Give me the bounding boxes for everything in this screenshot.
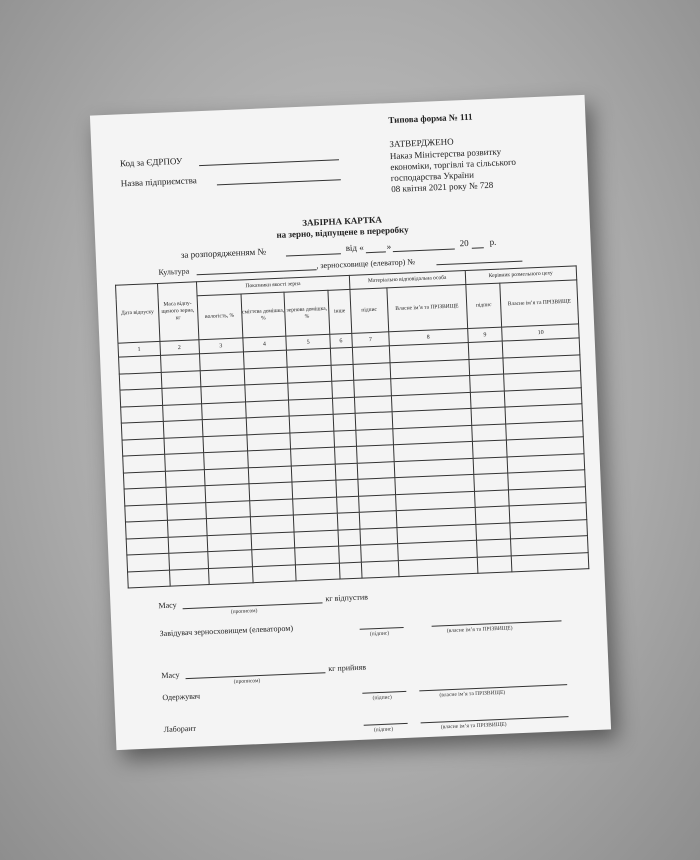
table-cell[interactable] [332,380,355,397]
table-cell[interactable] [475,522,511,540]
table-cell[interactable] [245,400,289,418]
table-cell[interactable] [293,497,337,515]
signature-caption: (підпис) [369,630,390,638]
order-line-3: господарства України [390,169,475,184]
culture-field[interactable] [197,269,317,275]
order-year-suffix: р. [489,236,497,248]
header-head-group: Керівник розмельного цеху [465,266,577,285]
table-cell[interactable] [475,506,511,524]
document-subtitle: на зерно, відпущене в переробку [276,224,409,240]
table-cell[interactable] [398,557,477,577]
table-cell[interactable] [354,379,392,397]
table-cell[interactable] [125,520,167,538]
table-cell[interactable] [474,489,510,507]
table-cell[interactable] [121,421,163,439]
table-cell[interactable] [477,555,513,573]
table-cell[interactable] [252,564,296,582]
table-cell[interactable] [339,562,362,579]
in-words-caption: (прописом) [230,608,258,616]
table-cell[interactable] [338,529,361,546]
table-cell[interactable] [294,530,338,548]
order-year-label: 20 [459,237,469,249]
table-cell[interactable] [358,494,396,512]
header-quality-group: Показники якості зерна [196,275,349,295]
table-cell[interactable] [468,341,504,359]
table-cell[interactable] [169,568,209,586]
table-cell[interactable] [473,473,509,491]
table-cell[interactable] [361,560,399,578]
table-cell[interactable] [203,451,247,469]
table-cell[interactable] [337,512,360,529]
table-cell[interactable] [332,397,355,414]
table-cell[interactable] [471,407,507,425]
table-cell[interactable] [122,438,164,456]
kg-released-label: кг відпустив [325,592,369,604]
grain-issue-table [115,265,589,588]
table-cell[interactable] [166,502,206,520]
table-cell[interactable] [248,466,292,484]
table-cell[interactable] [289,414,333,432]
column-number: 5 [286,334,330,350]
mass-label: Масу [158,600,177,611]
table-cell[interactable] [206,517,250,535]
column-number: 6 [330,333,352,348]
table-cell[interactable] [246,416,290,434]
order-line-2: економіки, торгівлі та сільського [390,156,517,173]
table-cell[interactable] [168,552,208,570]
column-number: 3 [199,338,243,354]
order-quote-close: » [386,241,392,252]
signature-caption-3: (підпис) [373,726,394,734]
form-number: Типова форма № 111 [388,111,473,126]
culture-label: Культура [158,266,190,277]
table-cell[interactable] [123,454,165,472]
order-from-label: від « [345,242,364,254]
table-cell[interactable] [126,537,168,555]
table-cell[interactable] [163,420,203,438]
column-number: 9 [467,327,502,342]
order-number-field[interactable] [286,253,341,256]
table-cell[interactable] [244,367,288,385]
table-cell[interactable] [356,428,394,446]
table-cell[interactable] [330,347,353,364]
column-number: 8 [389,329,468,346]
table-cell[interactable] [206,500,250,518]
table-cell[interactable] [353,362,391,380]
order-line-4: 08 квітня 2021 року № 728 [391,179,494,195]
receiver-signature-field[interactable] [362,691,406,694]
edrpou-label: Код за ЄДРПОУ [119,155,183,169]
table-cell[interactable] [203,434,247,452]
table-cell[interactable] [360,544,398,562]
order-day-field[interactable] [366,251,386,253]
header-mass: Маса відпу- щеного зерна, кг [157,282,199,342]
table-cell[interactable] [120,388,162,406]
storage-head-label: Завідувач зерносховищем (елеватором) [159,623,294,639]
header-name-responsible: Власне ім’я та ПРІЗВИЩЕ [387,285,467,332]
table-cell[interactable] [201,385,245,403]
table-cell[interactable] [470,391,506,409]
table-cell[interactable] [473,456,509,474]
table-cell[interactable] [202,418,246,436]
table-cell[interactable] [512,552,589,572]
order-line-1: Наказ Міністерства розвитку [389,146,502,162]
table-cell[interactable] [123,471,165,489]
table-cell[interactable] [127,553,169,571]
table-cell[interactable] [292,480,336,498]
header-moisture: вологість, % [197,294,242,340]
table-cell[interactable] [335,463,358,480]
table-cell[interactable] [125,504,167,522]
header-responsible-group: Матеріально відповідальна особа [349,271,465,290]
table-cell[interactable] [200,368,244,386]
header-weeds: сміттєва домішка, % [241,292,286,338]
enterprise-label: Назва підприємства [120,175,198,189]
table-cell[interactable] [468,358,504,376]
name-caption-2: (власне ім’я та ПРІЗВИЩЕ) [439,689,506,699]
table-cell[interactable] [250,515,294,533]
table-cell[interactable] [246,433,290,451]
table-cell[interactable] [247,449,291,467]
edrpou-field[interactable] [199,159,339,166]
table-cell[interactable] [287,348,331,366]
table-cell[interactable] [296,563,340,581]
table-cell[interactable] [357,461,395,479]
header-other: інше [328,289,352,334]
table-cell[interactable] [472,440,508,458]
column-number: 2 [159,340,199,356]
table-cell[interactable] [165,469,205,487]
table-cell[interactable] [121,405,163,423]
table-cell[interactable] [287,365,331,383]
header-date: Дата відпуску [116,283,160,343]
table-cell[interactable] [358,478,396,496]
table-cell[interactable] [205,484,249,502]
column-number: 1 [118,341,160,357]
order-month-field[interactable] [393,248,455,252]
table-cell[interactable] [334,446,357,463]
table-cell[interactable] [163,436,203,454]
table-cell[interactable] [208,550,252,568]
table-cell[interactable] [333,413,356,430]
table-cell[interactable] [476,539,512,557]
table-cell[interactable] [243,350,287,368]
table-cell[interactable] [290,431,334,449]
table-cell[interactable] [251,531,295,549]
table-cell[interactable] [119,355,161,373]
table-cell[interactable] [162,403,202,421]
table-cell[interactable] [295,546,339,564]
table-cell[interactable] [354,395,392,413]
table-cell[interactable] [471,423,507,441]
laborant-signature-field[interactable] [364,723,408,726]
storage-head-signature-field[interactable] [360,627,404,630]
header-sign-responsible: підпис [350,288,389,334]
kg-received-label: кг прийняв [328,662,367,674]
table-cell[interactable] [291,447,335,465]
laborant-label: Лаборант [163,723,197,735]
table-cell[interactable] [355,412,393,430]
table-cell[interactable] [161,387,201,405]
header-grain-impurity: зернова домішка, % [284,290,329,336]
table-cell[interactable] [161,370,201,388]
table-cell[interactable] [166,486,206,504]
name-caption: (власне ім’я та ПРІЗВИЩЕ) [446,625,513,635]
form-sheet [90,95,611,750]
table-cell[interactable] [359,511,397,529]
table-cell[interactable] [128,570,170,588]
table-cell[interactable] [251,548,295,566]
header-name-head: Власне ім’я та ПРІЗВИЩЕ [500,280,578,327]
table-cell[interactable] [244,383,288,401]
table-cell[interactable] [119,372,161,390]
table-cell[interactable] [352,346,390,364]
column-number: 10 [502,324,579,341]
table-cell[interactable] [164,453,204,471]
table-cell[interactable] [339,545,362,562]
table-cell[interactable] [207,533,251,551]
table-cell[interactable] [248,482,292,500]
storage-number-field[interactable] [436,261,522,266]
document-title: ЗАБІРНА КАРТКА [302,214,383,228]
table-cell[interactable] [331,364,354,381]
receiver-label: Одержувач [162,691,201,703]
table-cell[interactable] [294,513,338,531]
table-cell[interactable] [289,398,333,416]
table-cell[interactable] [249,498,293,516]
order-label: за розпорядженням № [180,246,267,260]
table-cell[interactable] [334,430,357,447]
header-sign-head: підпис [465,283,502,328]
table-cell[interactable] [160,354,200,372]
table-cell[interactable] [201,401,245,419]
table-cell[interactable] [124,487,166,505]
table-cell[interactable] [288,381,332,399]
approved-label: ЗАТВЕРДЖЕНО [389,136,454,150]
table-cell[interactable] [336,496,359,513]
column-number: 7 [352,332,390,348]
storage-label: , зерносховище (елеватор) № [316,257,416,271]
table-cell[interactable] [168,535,208,553]
column-number: 4 [242,336,286,352]
name-caption-3: (власне ім’я та ПРІЗВИЩЕ) [440,721,507,731]
table-cell[interactable] [360,527,398,545]
enterprise-field[interactable] [217,179,341,185]
signature-caption-2: (підпис) [372,694,392,702]
table-cell[interactable] [291,464,335,482]
table-cell[interactable] [336,479,359,496]
in-words-caption-2: (прописом) [233,678,261,686]
table-cell[interactable] [167,519,207,537]
order-year-field[interactable] [472,247,484,249]
table-cell[interactable] [208,566,252,584]
table-cell[interactable] [469,374,505,392]
mass-label-received: Масу [161,670,180,681]
table-cell[interactable] [199,352,243,370]
table-cell[interactable] [356,445,394,463]
table-cell[interactable] [204,467,248,485]
